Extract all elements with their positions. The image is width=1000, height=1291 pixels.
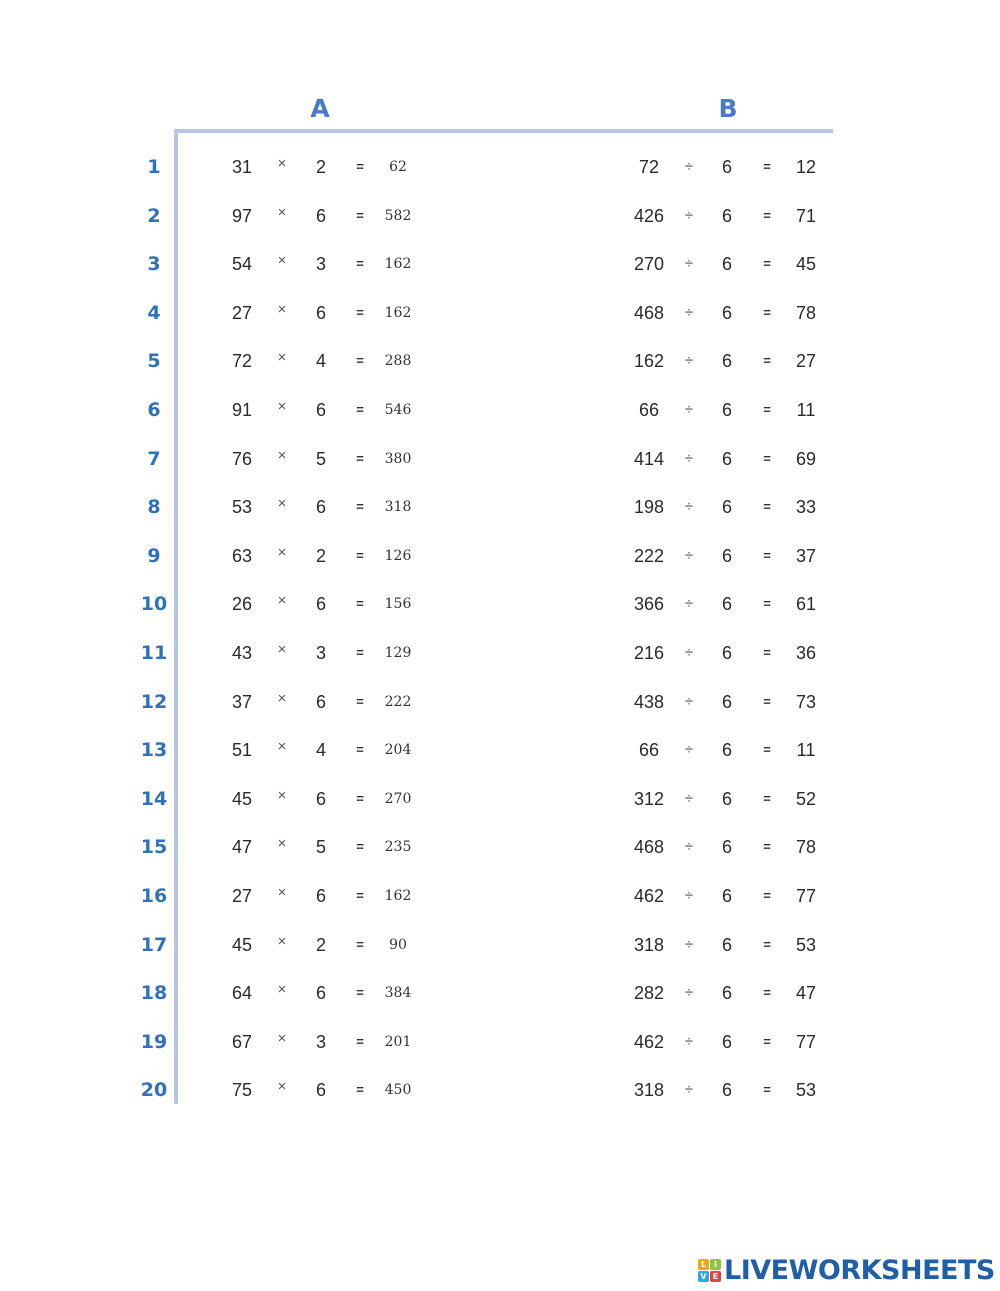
multiplicand: 91 — [231, 399, 253, 420]
equals-sign: = — [763, 353, 771, 369]
multiplicand: 67 — [231, 1031, 253, 1052]
problem-row — [0, 386, 1000, 435]
multiplicand: 37 — [231, 691, 253, 712]
logo-block: V — [698, 1271, 709, 1282]
equals-sign: = — [356, 693, 364, 709]
times-sign: × — [277, 1029, 287, 1047]
quotient-answer: 37 — [795, 545, 817, 566]
row-number: 20 — [140, 1079, 168, 1102]
equals-sign: = — [763, 644, 771, 660]
divide-sign: ÷ — [684, 886, 694, 904]
row-number: 11 — [140, 641, 168, 664]
equals-sign: = — [356, 790, 364, 806]
product-answer: 318 — [384, 499, 412, 516]
multiplicand: 26 — [231, 594, 253, 615]
problem-row — [0, 532, 1000, 581]
dividend: 270 — [633, 254, 665, 275]
multiplier: 6 — [315, 691, 326, 712]
multiplier: 6 — [315, 594, 326, 615]
dividend: 426 — [633, 205, 665, 226]
row-number: 4 — [147, 301, 161, 324]
equals-sign: = — [763, 596, 771, 612]
equals-sign: = — [356, 401, 364, 417]
equals-sign: = — [356, 547, 364, 563]
product-answer: 204 — [384, 742, 412, 759]
row-number: 19 — [140, 1030, 168, 1053]
logo-blocks-icon — [698, 1259, 721, 1282]
equals-sign: = — [763, 401, 771, 417]
divide-sign: ÷ — [684, 352, 694, 370]
product-answer: 384 — [384, 985, 412, 1002]
problem-row — [0, 629, 1000, 678]
product-answer: 90 — [389, 936, 407, 953]
divide-sign: ÷ — [684, 449, 694, 467]
divisor: 6 — [721, 885, 732, 906]
equals-sign: = — [763, 887, 771, 903]
times-sign: × — [277, 397, 287, 415]
product-answer: 162 — [384, 256, 412, 273]
row-number: 16 — [140, 884, 168, 907]
column-header-b: B — [718, 94, 738, 123]
multiplicand: 97 — [231, 205, 253, 226]
divisor: 6 — [721, 740, 732, 761]
equals-sign: = — [763, 450, 771, 466]
multiplicand: 63 — [231, 545, 253, 566]
problem-row — [0, 289, 1000, 338]
quotient-answer: 77 — [795, 1031, 817, 1052]
quotient-answer: 12 — [795, 157, 817, 177]
divisor: 6 — [721, 302, 732, 323]
logo-block: I — [710, 1259, 721, 1270]
row-number: 6 — [147, 398, 161, 421]
times-sign: × — [277, 835, 287, 853]
times-sign: × — [277, 446, 287, 464]
liveworksheets-logo — [698, 1254, 995, 1286]
quotient-answer: 45 — [795, 254, 817, 275]
equals-sign: = — [763, 1033, 771, 1049]
divisor: 6 — [721, 642, 732, 663]
times-sign: × — [277, 495, 287, 513]
divisor: 6 — [721, 545, 732, 566]
divide-sign: ÷ — [684, 303, 694, 321]
divisor: 6 — [721, 1031, 732, 1052]
divide-sign: ÷ — [684, 935, 694, 953]
divisor: 6 — [721, 691, 732, 712]
times-sign: × — [277, 203, 287, 221]
quotient-answer: 78 — [795, 302, 817, 323]
quotient-answer: 36 — [795, 642, 817, 663]
equals-sign: = — [356, 839, 364, 855]
row-number: 5 — [147, 350, 161, 373]
equals-sign: = — [356, 936, 364, 952]
quotient-answer: 77 — [795, 885, 817, 906]
multiplier: 5 — [315, 837, 326, 858]
times-sign: × — [277, 592, 287, 610]
times-sign: × — [277, 738, 287, 756]
row-number: 17 — [140, 933, 168, 956]
dividend: 468 — [633, 302, 665, 323]
product-answer: 380 — [384, 450, 412, 467]
equals-sign: = — [356, 207, 364, 223]
equals-sign: = — [356, 887, 364, 903]
equals-sign: = — [763, 742, 771, 758]
multiplier: 6 — [315, 1080, 326, 1101]
problem-row — [0, 872, 1000, 921]
quotient-answer: 33 — [795, 497, 817, 518]
quotient-answer: 61 — [795, 594, 817, 615]
multiplicand: 31 — [231, 157, 253, 177]
divisor: 6 — [721, 788, 732, 809]
product-answer: 235 — [384, 839, 412, 856]
times-sign: × — [277, 883, 287, 901]
multiplicand: 51 — [231, 740, 253, 761]
multiplier: 6 — [315, 302, 326, 323]
divisor: 6 — [721, 934, 732, 955]
divide-sign: ÷ — [684, 206, 694, 224]
problem-row — [0, 726, 1000, 775]
row-number: 3 — [147, 253, 161, 276]
multiplicand: 45 — [231, 788, 253, 809]
product-answer: 62 — [389, 159, 407, 175]
problem-row — [0, 143, 1000, 192]
divide-sign: ÷ — [684, 498, 694, 516]
equals-sign: = — [763, 207, 771, 223]
multiplicand: 72 — [231, 351, 253, 372]
equals-sign: = — [356, 644, 364, 660]
logo-block: E — [710, 1271, 721, 1282]
times-sign: × — [277, 349, 287, 367]
dividend: 72 — [638, 157, 660, 177]
multiplier: 6 — [315, 885, 326, 906]
divide-sign: ÷ — [684, 1081, 694, 1099]
divisor: 6 — [721, 399, 732, 420]
multiplier: 5 — [315, 448, 326, 469]
problem-row — [0, 678, 1000, 727]
multiplier: 6 — [315, 399, 326, 420]
divide-sign: ÷ — [684, 400, 694, 418]
quotient-answer: 47 — [795, 983, 817, 1004]
problem-row — [0, 435, 1000, 484]
quotient-answer: 69 — [795, 448, 817, 469]
product-answer: 162 — [384, 887, 412, 904]
problem-row — [0, 823, 1000, 872]
times-sign: × — [277, 786, 287, 804]
product-answer: 270 — [384, 790, 412, 807]
equals-sign: = — [356, 985, 364, 1001]
dividend: 222 — [633, 545, 665, 566]
dividend: 318 — [633, 934, 665, 955]
equals-sign: = — [763, 985, 771, 1001]
equals-sign: = — [356, 1033, 364, 1049]
quotient-answer: 73 — [795, 691, 817, 712]
divisor: 6 — [721, 983, 732, 1004]
divide-sign: ÷ — [684, 595, 694, 613]
equals-sign: = — [763, 159, 771, 174]
times-sign: × — [277, 252, 287, 270]
equals-sign: = — [763, 256, 771, 272]
product-answer: 156 — [384, 596, 412, 613]
times-sign: × — [277, 640, 287, 658]
equals-sign: = — [356, 1082, 364, 1098]
multiplier: 6 — [315, 205, 326, 226]
times-sign: × — [277, 932, 287, 950]
times-sign: × — [277, 981, 287, 999]
row-number: 14 — [140, 787, 168, 810]
dividend: 462 — [633, 885, 665, 906]
times-sign: × — [277, 155, 287, 172]
equals-sign: = — [356, 596, 364, 612]
equals-sign: = — [356, 450, 364, 466]
divide-sign: ÷ — [684, 546, 694, 564]
dividend: 216 — [633, 642, 665, 663]
times-sign: × — [277, 1078, 287, 1096]
problem-row — [0, 969, 1000, 1018]
multiplier: 6 — [315, 983, 326, 1004]
multiplier: 3 — [315, 642, 326, 663]
divisor: 6 — [721, 837, 732, 858]
dividend: 198 — [633, 497, 665, 518]
equals-sign: = — [356, 353, 364, 369]
equals-sign: = — [763, 936, 771, 952]
quotient-answer: 78 — [795, 837, 817, 858]
divisor: 6 — [721, 351, 732, 372]
multiplier: 6 — [315, 788, 326, 809]
equals-sign: = — [763, 304, 771, 320]
dividend: 312 — [633, 788, 665, 809]
header-rule — [174, 129, 833, 133]
divisor: 6 — [721, 1080, 732, 1101]
equals-sign: = — [356, 256, 364, 272]
dividend: 162 — [633, 351, 665, 372]
divide-sign: ÷ — [684, 838, 694, 856]
product-answer: 288 — [384, 353, 412, 370]
product-answer: 201 — [384, 1033, 412, 1050]
times-sign: × — [277, 689, 287, 707]
product-answer: 129 — [384, 644, 412, 661]
row-number: 8 — [147, 496, 161, 519]
problem-row — [0, 580, 1000, 629]
divide-sign: ÷ — [684, 741, 694, 759]
dividend: 468 — [633, 837, 665, 858]
multiplicand: 76 — [231, 448, 253, 469]
divide-sign: ÷ — [684, 158, 694, 175]
column-header-a: A — [310, 94, 330, 123]
divisor: 6 — [721, 254, 732, 275]
multiplicand: 47 — [231, 837, 253, 858]
problem-list — [0, 143, 1000, 1115]
dividend: 66 — [638, 740, 660, 761]
problem-row — [0, 775, 1000, 824]
quotient-answer: 53 — [795, 934, 817, 955]
row-number: 15 — [140, 836, 168, 859]
equals-sign: = — [356, 742, 364, 758]
multiplicand: 45 — [231, 934, 253, 955]
multiplicand: 43 — [231, 642, 253, 663]
divide-sign: ÷ — [684, 255, 694, 273]
multiplier: 6 — [315, 497, 326, 518]
times-sign: × — [277, 543, 287, 561]
multiplier: 3 — [315, 254, 326, 275]
equals-sign: = — [356, 304, 364, 320]
divisor: 6 — [721, 205, 732, 226]
multiplicand: 75 — [231, 1080, 253, 1101]
multiplicand: 53 — [231, 497, 253, 518]
equals-sign: = — [763, 839, 771, 855]
row-number: 7 — [147, 447, 161, 470]
divide-sign: ÷ — [684, 1032, 694, 1050]
multiplicand: 64 — [231, 983, 253, 1004]
row-number: 18 — [140, 982, 168, 1005]
dividend: 318 — [633, 1080, 665, 1101]
equals-sign: = — [763, 693, 771, 709]
problem-row — [0, 192, 1000, 241]
logo-block: L — [698, 1259, 709, 1270]
multiplier: 4 — [315, 740, 326, 761]
problem-row — [0, 240, 1000, 289]
multiplier: 2 — [315, 545, 326, 566]
problem-row — [0, 921, 1000, 970]
multiplier: 2 — [315, 157, 326, 177]
dividend: 438 — [633, 691, 665, 712]
divisor: 6 — [721, 157, 732, 177]
product-answer: 450 — [384, 1082, 412, 1099]
dividend: 282 — [633, 983, 665, 1004]
equals-sign: = — [356, 499, 364, 515]
problem-row — [0, 337, 1000, 386]
problem-row — [0, 1066, 1000, 1115]
quotient-answer: 71 — [795, 205, 817, 226]
dividend: 66 — [638, 399, 660, 420]
multiplier: 2 — [315, 934, 326, 955]
multiplicand: 27 — [231, 885, 253, 906]
dividend: 414 — [633, 448, 665, 469]
equals-sign: = — [763, 790, 771, 806]
divisor: 6 — [721, 448, 732, 469]
row-number: 12 — [140, 690, 168, 713]
multiplicand: 54 — [231, 254, 253, 275]
product-answer: 162 — [384, 304, 412, 321]
times-sign: × — [277, 300, 287, 318]
equals-sign: = — [763, 1082, 771, 1098]
row-number: 1 — [147, 156, 161, 178]
divide-sign: ÷ — [684, 984, 694, 1002]
multiplier: 4 — [315, 351, 326, 372]
logo-text: LIVEWORKSHEETS — [724, 1254, 995, 1286]
quotient-answer: 52 — [795, 788, 817, 809]
product-answer: 222 — [384, 693, 412, 710]
product-answer: 126 — [384, 547, 412, 564]
divisor: 6 — [721, 497, 732, 518]
equals-sign: = — [763, 547, 771, 563]
problem-row — [0, 483, 1000, 532]
multiplier: 3 — [315, 1031, 326, 1052]
product-answer: 546 — [384, 401, 412, 418]
quotient-answer: 27 — [795, 351, 817, 372]
quotient-answer: 53 — [795, 1080, 817, 1101]
quotient-answer: 11 — [796, 740, 816, 761]
multiplicand: 27 — [231, 302, 253, 323]
row-number: 10 — [140, 593, 168, 616]
row-number: 13 — [140, 739, 168, 762]
dividend: 462 — [633, 1031, 665, 1052]
divide-sign: ÷ — [684, 643, 694, 661]
row-number: 2 — [147, 204, 161, 227]
product-answer: 582 — [384, 207, 412, 224]
row-number: 9 — [147, 544, 161, 567]
divisor: 6 — [721, 594, 732, 615]
quotient-answer: 11 — [796, 399, 816, 420]
problem-row — [0, 1018, 1000, 1067]
equals-sign: = — [356, 159, 364, 174]
equals-sign: = — [763, 499, 771, 515]
divide-sign: ÷ — [684, 789, 694, 807]
divide-sign: ÷ — [684, 692, 694, 710]
dividend: 366 — [633, 594, 665, 615]
